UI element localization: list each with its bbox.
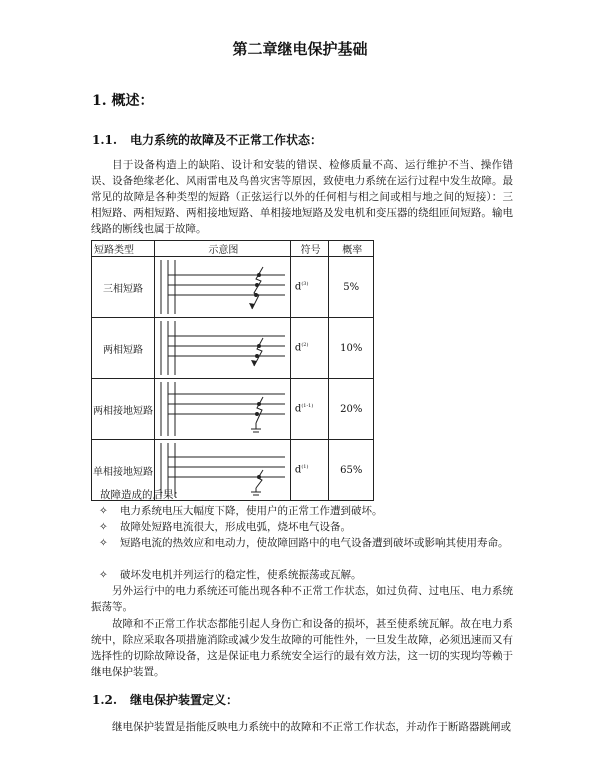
probability-cell: 20% (329, 379, 374, 440)
list-item-text: 短路电流的热效应和电动力，使故障回路中的电气设备遭到破坏或影响其使用寿命。 (120, 537, 509, 549)
probability-cell: 10% (329, 318, 374, 379)
paragraph-faults: 目于设备构造上的缺陷、设计和安装的错误、检修质量不高、运行维护不当、操作错误、设备绝缘老化、风雨雷电及鸟兽灾害等原因，致使电力系统在运行过程中发生故障。最常见的故障是各种类型的短路（正弦运行以外的任何相与相之间或相与地之间的短接）：三相短路、两相短路、两相接地短路、单相接地短路及发电机和变压器的绕组匝间短路。输电线路的断线也属于故障。 (91, 159, 513, 235)
table-row (92, 318, 374, 379)
section-1-1-heading (92, 131, 322, 148)
fault-type-table (91, 240, 374, 501)
two-phase-fault-diagram (155, 318, 290, 378)
symbol-letter: d (294, 281, 302, 293)
list-item (99, 567, 515, 583)
section-1-heading (92, 90, 154, 110)
diagram-cell (154, 257, 290, 318)
bullet-diamond-icon: ✧ (99, 521, 108, 533)
list-item (99, 535, 515, 551)
fault-type-cell: 两相接地短路 (92, 379, 155, 440)
list-item (99, 503, 515, 519)
fault-type-cell: 三相短路 (92, 257, 155, 318)
section-1-2-title: 继电保护装置定义： (130, 693, 239, 707)
section-1-number: 1. (92, 93, 107, 109)
symbol-superscript: (2) (301, 342, 309, 349)
paragraph-abnormal-states: 另外运行中的电力系统还可能出现各种不正常工作状态，如过负荷、过电压、电力系统振荡等。 (91, 585, 513, 613)
paragraph-protection-need: 故障和不正常工作状态都能引起人身伤亡和设备的损坏，甚至使系统瓦解。故在电力系统中，除应采取各项措施消除或减少发生故障的可能性外，一旦发生故障，必须迅速而又有选择性的切除故障设备，这是保证电力系统安全运行的最有效方法，这一切的实现均等赖于继电保护装置。 (91, 618, 513, 678)
table-header-row (92, 241, 374, 257)
probability-cell: 65% (329, 440, 374, 501)
symbol-superscript: (1-1) (301, 403, 314, 410)
symbol-superscript: (3) (301, 281, 309, 288)
fault-type-cell: 单相接地短路 (92, 440, 155, 501)
diagram-cell (154, 318, 290, 379)
bullet-diamond-icon: ✧ (99, 569, 108, 581)
symbol-letter: d (294, 464, 302, 476)
section-1-1-number: 1.1. (92, 133, 118, 147)
list-item-text: 电力系统电压大幅度下降，使用户的正常工作遭到破坏。 (120, 505, 383, 517)
symbol-letter: d (294, 403, 302, 415)
diagram-cell (154, 379, 290, 440)
three-phase-fault-diagram (155, 257, 290, 317)
symbol-cell (290, 257, 329, 318)
list-item-text: 故障处短路电流很大，形成电弧，烧坏电气设备。 (120, 521, 351, 533)
section-1-1-title: 电力系统的故障及不正常工作状态： (130, 133, 323, 147)
symbol-letter: d (294, 342, 302, 354)
list-item (99, 519, 515, 535)
symbol-cell (290, 318, 329, 379)
symbol-superscript: (1) (301, 464, 309, 471)
chapter-title: 第二章继电保护基础 (232, 40, 368, 58)
section-1-2-number: 1.2. (92, 693, 118, 707)
header-fault-type: 短路类型 (92, 241, 155, 257)
probability-cell: 5% (329, 257, 374, 318)
paragraph-definition: 继电保护装置是指能反映电力系统中的故障和不正常工作状态，并动作于断路器跳闸或 (112, 721, 511, 733)
header-probability: 概率 (329, 241, 374, 257)
header-symbol: 符号 (290, 241, 329, 257)
bullet-diamond-icon: ✧ (99, 505, 108, 517)
two-phase-ground-fault-diagram (155, 379, 290, 439)
symbol-cell (290, 379, 329, 440)
symbol-cell (290, 440, 329, 501)
section-1-title: 概述： (111, 93, 154, 109)
header-diagram: 示意图 (154, 241, 290, 257)
table-row (92, 257, 374, 318)
section-1-2-heading (92, 691, 238, 708)
table-row (92, 379, 374, 440)
consequences-intro: 故障造成的后果： (100, 489, 184, 501)
list-item-text: 破坏发电机并列运行的稳定性，使系统振荡或瓦解。 (120, 569, 362, 581)
fault-type-cell: 两相短路 (92, 318, 155, 379)
bullet-diamond-icon: ✧ (99, 537, 108, 549)
